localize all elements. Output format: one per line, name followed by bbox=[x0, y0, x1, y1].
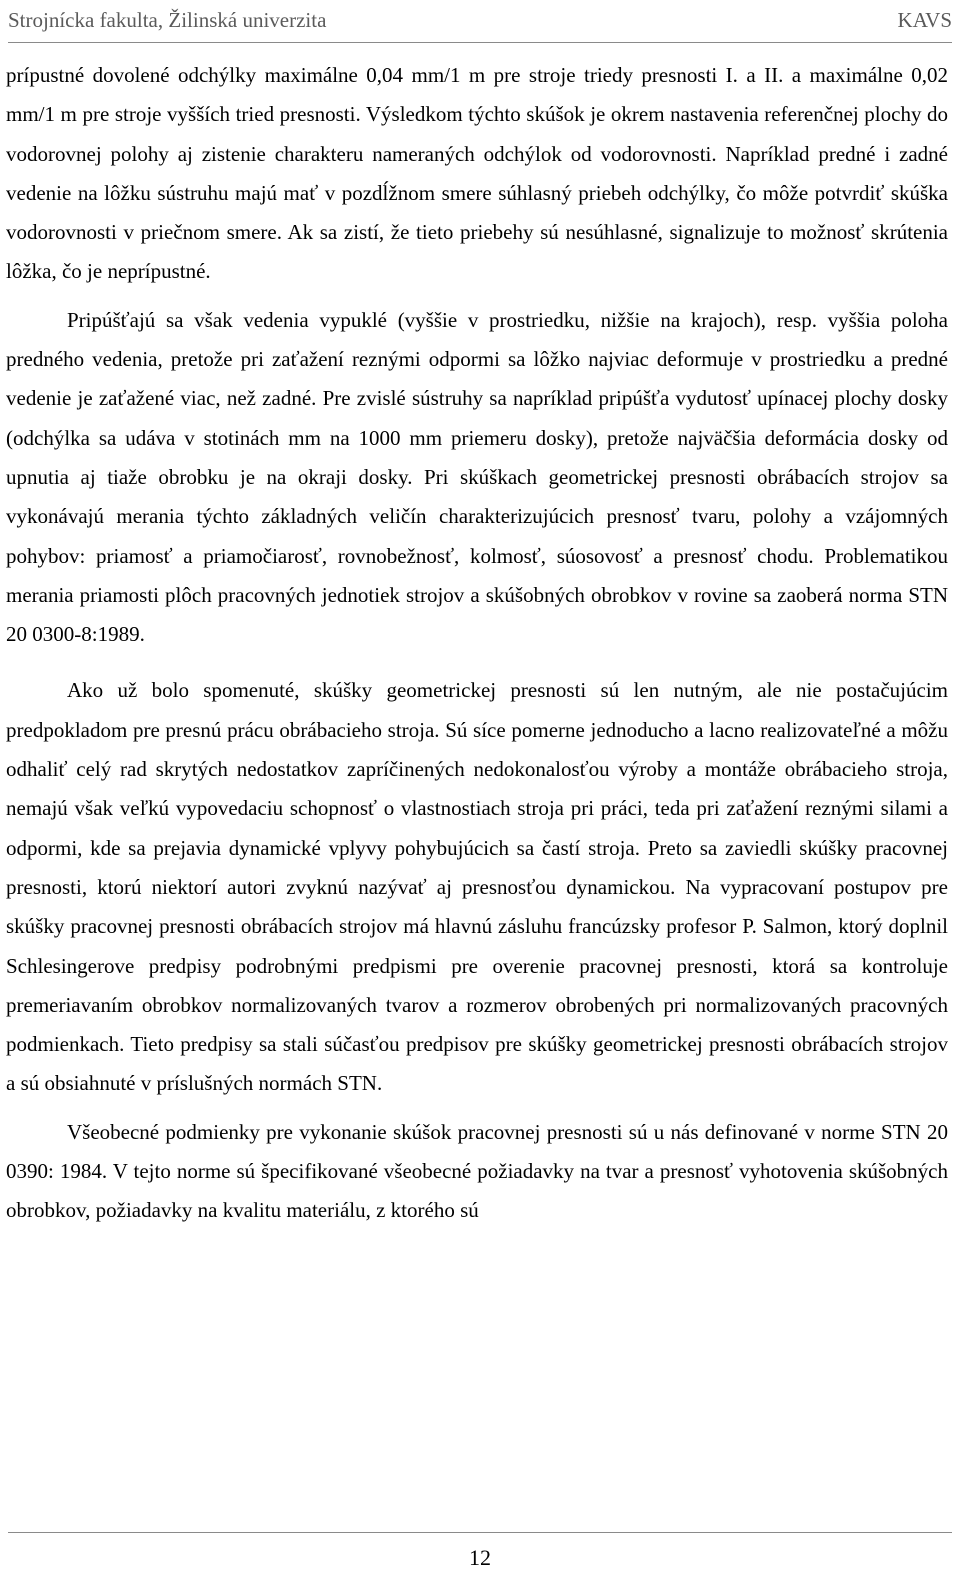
page-footer bbox=[0, 1532, 960, 1583]
paragraph-skusky-pracovnej-presnosti: Ako už bolo spomenuté, skúšky geometrickej presnosti sú len nutným, ale nie postačujúcim predpokladom pre presnú prácu obrábacieho stroja. Sú síce pomerne jednoducho a lacno realizovateľné a môžu odhaliť celý rad skrytých nedostatkov zapríčinených nedokonalosťou výroby a montáže obrábacieho stroja, nemajú však veľkú vypovedaciu schopnosť o vlastnostiach stroja pri práci, teda pri zaťažení reznými silami a odpormi, kde sa prejavia dynamické vplyvy pohybujúcich sa častí stroja. Preto sa zaviedli skúšky pracovnej presnosti, ktorú niektorí autori zvyknú nazývať aj presnosťou dynamickou. Na vypracovaní postupov pre skúšky pracovnej presnosti obrábacích strojov má hlavnú zásluhu francúzsky profesor P. Salmon, ktorý doplnil Schlesingerove predpisy podrobnými predpismi pre overenie pracovnej presnosti, ktorá sa kontroluje premeriavaním obrobkov normalizovaných tvarov a rozmerov obrobených pri normalizovaných pracovných podmienkach. Tieto predpisy sa stali súčasťou predpisov pre skúšky geometrickej presnosti obrábacích strojov a sú obsiahnuté v príslušných normách STN. bbox=[6, 678, 948, 1096]
page-number: 12 bbox=[469, 1545, 491, 1570]
footer-rule bbox=[8, 1532, 952, 1533]
header-faculty-name: Strojnícka fakulta, Žilinská univerzita bbox=[8, 8, 327, 32]
paragraph-vedenia: Pripúšťajú sa však vedenia vypuklé (vyššie v prostriedku, nižšie na krajoch), resp. vyššia poloha predného vedenia, pretože pri zaťažení reznými odpormi sa lôžko najviac deformuje v prostriedku a predné vedenie je zaťažené viac, než zadné. Pre zvislé sústruhy sa napríklad pripúšťa vydutosť upínacej plochy dosky (odchýlka sa udáva v stotinách mm na 1000 mm priemeru dosky), pretože najväčšia deformácia dosky od upnutia aj tiaže obrobku je na okraji dosky. Pri skúškach geometrickej presnosti obrábacích strojov sa vykonávajú merania týchto základných veličín charakterizujúcich presnosť tvaru, polohy a vzájomných pohybov: priamosť a priamočiarosť, rovnobežnosť, kolmosť, súosovosť a presnosť chodu. Problematikou merania priamosti plôch pracovných jednotiek strojov a skúšobných obrobkov v rovine sa zaoberá norma STN 20 0300-8:1989. bbox=[6, 307, 948, 647]
paragraph-continued: prípustné dovolené odchýlky maximálne 0,04 mm/1 m pre stroje triedy presnosti I. a II. a maximálne 0,02 mm/1 m pre stroje vyšších tried presnosti. Výsledkom týchto skúšok je okrem nastavenia referenčnej plochy do vodorovnej polohy aj zistenie charakteru nameraných odchýlok od vodorovnosti. Napríklad predné i zadné vedenie na lôžku sústruhu majú mať v pozdĺžnom smere súhlasný priebeh odchýlky, čo môže potvrdiť skúška vodorovnosti v priečnom smere. Ak sa zistí, že tieto priebehy sú nesúhlasné, signalizuje to možnosť skrútenia lôžka, čo je neprípustné. bbox=[6, 63, 948, 284]
header-department-abbr: KAVS bbox=[897, 8, 952, 32]
paragraph-vseobecne-podmienky: Všeobecné podmienky pre vykonanie skúšok pracovnej presnosti sú u nás definované v norme STN 20 0390: 1984. V tejto norme sú špecifikované všeobecné požiadavky na tvar a presnosť vyhotovenia skúšobných obrobkov, požiadavky na kvalitu materiálu, z ktorého sú bbox=[6, 1119, 948, 1223]
document-body bbox=[6, 56, 948, 1231]
page-header bbox=[8, 2, 952, 43]
